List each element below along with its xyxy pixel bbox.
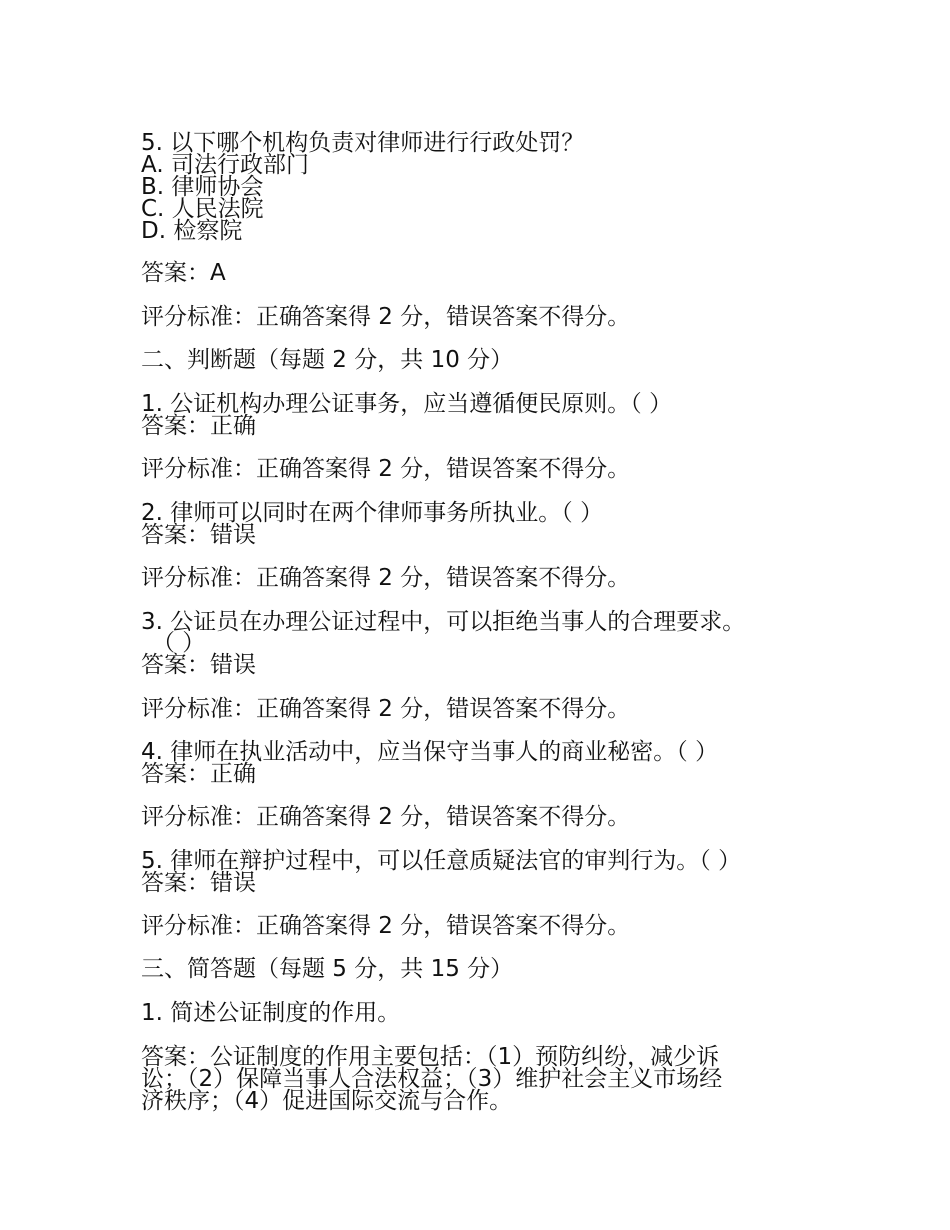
- option-b: B. 律师协会: [141, 174, 264, 200]
- scoring-criteria: 评分标准：正确答案得 2 分，错误答案不得分。: [141, 913, 631, 939]
- tf-question: 5. 律师在辩护过程中，可以任意质疑法官的审判行为。（ ）: [141, 848, 742, 874]
- tf-question: 1. 公证机构办理公证事务，应当遵循便民原则。（ ）: [141, 391, 673, 417]
- tf-question: 3. 公证员在办理公证过程中，可以拒绝当事人的合理要求。: [141, 609, 746, 635]
- answer: 答案：错误: [141, 652, 256, 678]
- tf-question: 2. 律师可以同时在两个律师事务所执业。（ ）: [141, 500, 604, 526]
- answer: 答案：错误: [141, 522, 256, 548]
- section-heading: 三、简答题（每题 5 分，共 15 分）: [141, 956, 514, 982]
- answer-line: 讼；（2）保障当事人合法权益；（3）维护社会主义市场经: [141, 1066, 723, 1092]
- tf-question: 4. 律师在执业活动中，应当保守当事人的商业秘密。（ ）: [141, 739, 719, 765]
- scoring-criteria: 评分标准：正确答案得 2 分，错误答案不得分。: [141, 804, 631, 830]
- question-stem: 5. 以下哪个机构负责对律师进行行政处罚？: [141, 130, 585, 156]
- short-question: 1. 简述公证制度的作用。: [141, 1000, 401, 1026]
- option-a: A. 司法行政部门: [141, 152, 309, 178]
- option-d: D. 检察院: [141, 218, 243, 244]
- scoring-criteria: 评分标准：正确答案得 2 分，错误答案不得分。: [141, 304, 631, 330]
- answer-line: 答案：公证制度的作用主要包括：（1）预防纠纷，减少诉: [141, 1044, 720, 1070]
- answer: 答案：正确: [141, 761, 256, 787]
- section-heading: 二、判断题（每题 2 分，共 10 分）: [141, 347, 514, 373]
- scoring-criteria: 评分标准：正确答案得 2 分，错误答案不得分。: [141, 456, 631, 482]
- tf-question-continuation: （ ）: [152, 630, 206, 656]
- scoring-criteria: 评分标准：正确答案得 2 分，错误答案不得分。: [141, 696, 631, 722]
- answer: 答案：A: [141, 260, 226, 286]
- answer: 答案：正确: [141, 413, 256, 439]
- answer-line: 济秩序；（4）促进国际交流与合作。: [141, 1088, 513, 1114]
- answer: 答案：错误: [141, 870, 256, 896]
- option-c: C. 人民法院: [141, 196, 264, 222]
- scoring-criteria: 评分标准：正确答案得 2 分，错误答案不得分。: [141, 565, 631, 591]
